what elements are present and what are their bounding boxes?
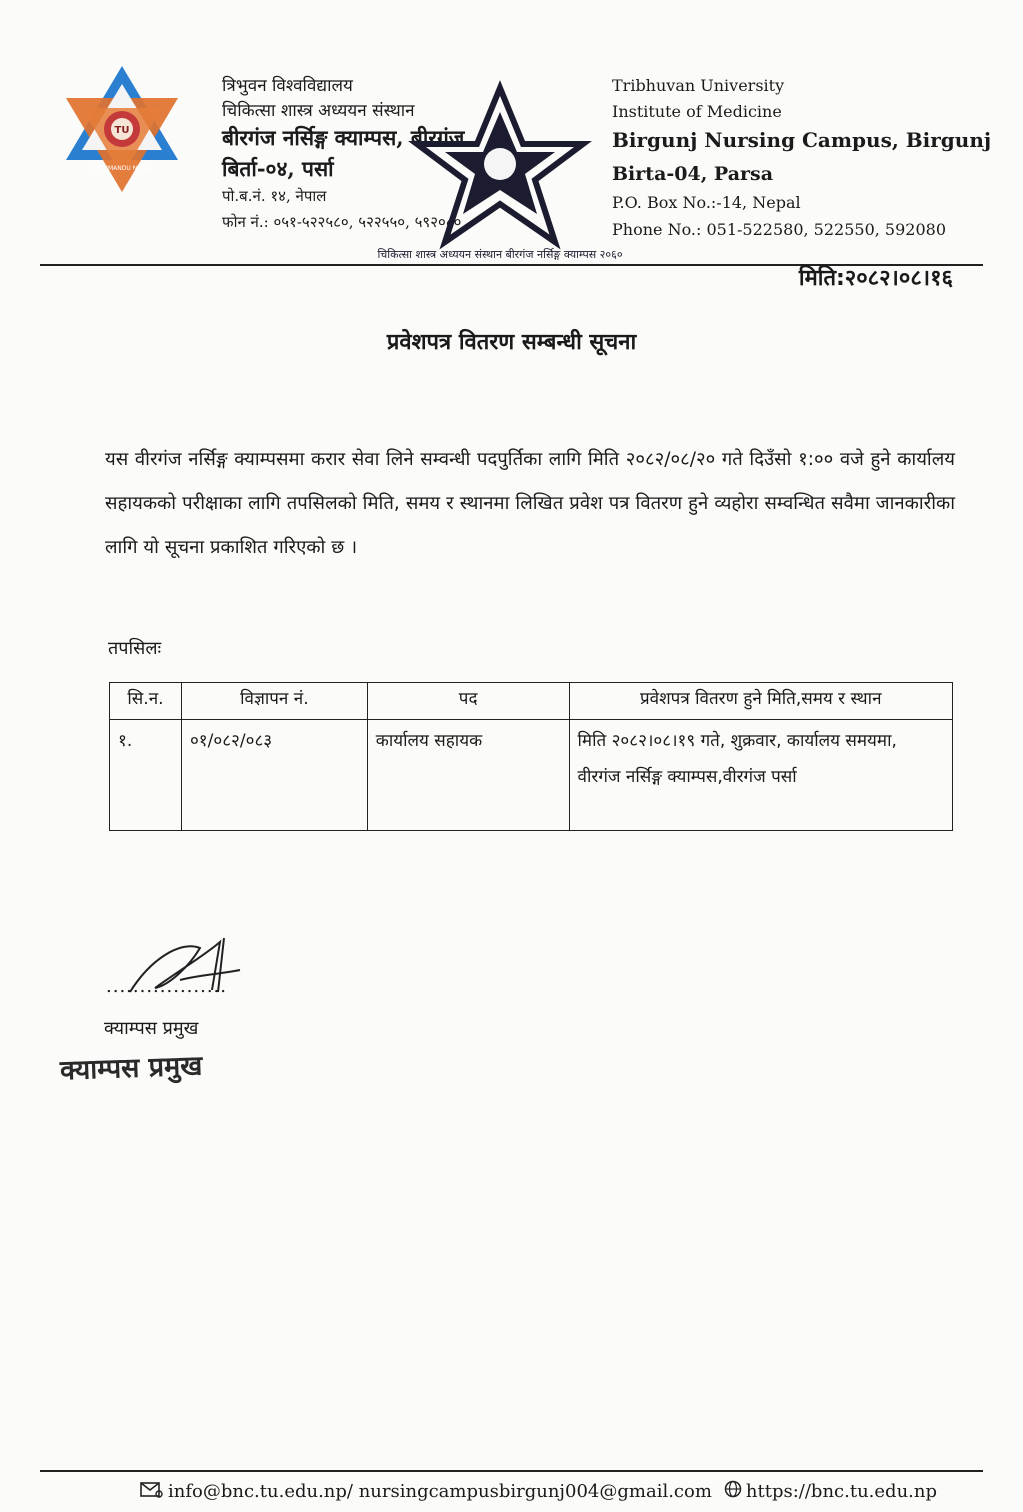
svg-text:KATHMANDU NEPAL: KATHMANDU NEPAL xyxy=(92,165,152,172)
footer-email[interactable]: info@bnc.tu.edu.np/ nursingcampusbirgunj004@gmail.com xyxy=(168,1481,712,1502)
np-address: बिर्ता-०४, पर्सा xyxy=(222,156,334,181)
email-icon xyxy=(140,1480,164,1503)
notice-title: प्रवेशपत्र वितरण सम्बन्धी सूचना xyxy=(386,330,637,355)
globe-icon xyxy=(724,1480,742,1503)
footer-website[interactable]: https://bnc.tu.edu.np xyxy=(745,1481,938,1502)
signature-line: .................. xyxy=(106,976,227,997)
cell-post: कार्यालय सहायक xyxy=(367,720,569,831)
cell-distribution: मिति २०८२।०८।१९ गते, शुक्रवार, कार्यालय समयमा, वीरगंज नर्सिङ्ग क्याम्पस,वीरगंज पर्सा xyxy=(569,720,952,831)
official-seal-stamp xyxy=(377,82,623,264)
svg-text:TU: TU xyxy=(114,125,130,136)
details-table xyxy=(109,682,953,831)
cell-sn: १. xyxy=(110,720,182,831)
footer xyxy=(140,1480,937,1503)
notice-date: मिति:२०८२।०८।१६ xyxy=(798,266,953,291)
np-pobox: पो.ब.नं. १४, नेपाल xyxy=(222,187,327,205)
en-pobox: P.O. Box No.:-14, Nepal xyxy=(612,193,801,212)
header-english xyxy=(612,76,991,247)
np-phone: फोन नं.: ०५१-५२२५८०, ५२२५५०, ५९२०८० xyxy=(222,213,462,231)
notice-body: यस वीरगंज नर्सिङ्ग क्याम्पसमा करार सेवा लिने सम्वन्धी पदपुर्तिका लागि मिति २०८२/०८/२० गते दिउँसो १:०० वजे हुने कार्यालय सहायकको परीक्षाका लागि तपसिलको मिति, समय र स्थानमा लिखित प्रवेश पत्र वितरण हुने व्यहोरा सम्वन्धित सवैमा जानकारीका लागि यो सूचना प्रकाशित गरिएको छ । xyxy=(105,449,955,558)
footer-divider xyxy=(40,1470,983,1472)
col-header-ad-no: विज्ञापन नं. xyxy=(181,683,367,720)
details-label: तपसिलः xyxy=(108,638,162,659)
en-phone: Phone No.: 051-522580, 522550, 592080 xyxy=(612,220,946,239)
np-institute: चिकित्सा शास्त्र अध्ययन संस्थान xyxy=(222,101,415,121)
en-campus: Birgunj Nursing Campus, Birgunj xyxy=(612,128,992,152)
col-header-distribution: प्रवेशपत्र वितरण हुने मिति,समय र स्थान xyxy=(569,683,952,720)
en-university: Tribhuvan University xyxy=(612,76,785,95)
tu-logo xyxy=(62,62,182,202)
svg-text:चिकित्सा शास्त्र अध्ययन संस्था: चिकित्सा शास्त्र अध्ययन संस्थान बीरगंज नर्सिङ्ग क्याम्पस २०६० xyxy=(377,248,623,261)
np-university: त्रिभुवन विश्वविद्यालय xyxy=(222,76,353,96)
en-institute: Institute of Medicine xyxy=(612,102,782,121)
np-campus: बीरगंज नर्सिङ्ग क्याम्पस, बीरगंज xyxy=(222,125,465,150)
signature-label: क्याम्पस प्रमुख xyxy=(104,1018,199,1039)
en-address: Birta-04, Parsa xyxy=(612,163,774,185)
table-row xyxy=(110,720,953,831)
col-header-post: पद xyxy=(367,683,569,720)
table-header-row xyxy=(110,683,953,720)
col-header-sn: सि.न. xyxy=(110,683,182,720)
campus-chief-stamp: क्याम्पस प्रमुख xyxy=(59,1050,203,1087)
cell-ad-no: ०१/०८२/०८३ xyxy=(181,720,367,831)
